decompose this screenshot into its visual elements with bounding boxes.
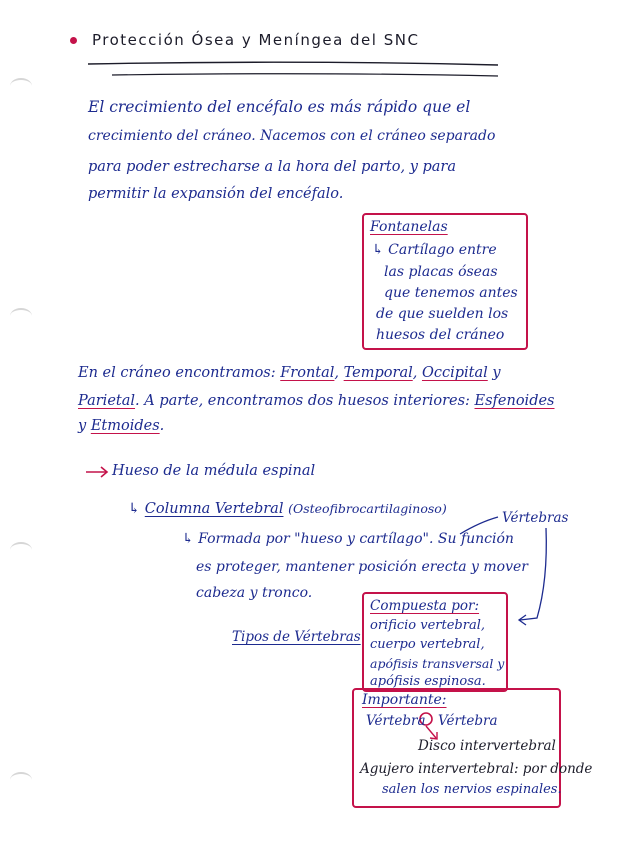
- bone-parietal: Parietal: [78, 393, 136, 409]
- cranium-end: .: [159, 418, 165, 434]
- page-title: Protección Ósea y Meníngea del SNC: [92, 31, 420, 49]
- conjunction: y: [78, 418, 87, 434]
- fontanelas-line: huesos del cráneo: [376, 327, 505, 343]
- cranium-line-1: En el cráneo encontramos: Frontal, Temporal, Occipital y: [78, 365, 501, 381]
- cranium-lead: En el cráneo encontramos:: [78, 365, 276, 381]
- fontanelas-line: de que suelden los: [376, 306, 509, 322]
- bone-occipital: Occipital: [421, 365, 488, 381]
- disco-label: Disco intervertebral: [418, 738, 556, 754]
- vertebras-label: Vértebras: [502, 510, 569, 526]
- compuesta-line: orificio vertebral,: [370, 618, 486, 633]
- intro-line: permitir la expansión del encéfalo.: [88, 186, 344, 202]
- agujero-line: salen los nervios espinales.: [382, 782, 562, 797]
- tipos-vertebras: Tipos de Vértebras: [232, 629, 361, 645]
- compuesta-line: cuerpo vertebral,: [370, 637, 485, 652]
- compuesta-line: apófisis transversal y: [370, 656, 505, 671]
- columna-title: Columna Vertebral: [144, 501, 284, 517]
- importante-heading: Importante:: [362, 692, 447, 708]
- compuesta-heading: Compuesta por:: [370, 598, 480, 614]
- bone-temporal: Temporal: [343, 365, 413, 381]
- medula-heading: Hueso de la médula espinal: [112, 463, 316, 479]
- agujero-line: Agujero intervertebral: por donde: [360, 761, 593, 777]
- intro-line: para poder estrecharse a la hora del parto, y para: [88, 159, 457, 175]
- cranium-line-2: [78, 392, 555, 410]
- formada-line: es proteger, mantener posición erecta y mover: [196, 559, 528, 575]
- intro-line: El crecimiento del encéfalo es más rápido que el: [88, 98, 471, 116]
- conjunction: y: [492, 365, 501, 381]
- fontanelas-heading: Fontanelas: [370, 219, 448, 235]
- fontanelas-line: ↳ Cartílago entre: [372, 242, 497, 258]
- cranium-line-3: [78, 417, 164, 435]
- intro-line: crecimiento del cráneo. Nacemos con el cráneo separado: [88, 128, 496, 144]
- formada-line: cabeza y tronco.: [196, 585, 313, 601]
- columna-note: (Osteofibrocartilaginoso): [288, 501, 447, 516]
- bone-esfenoides: Esfenoides: [474, 393, 555, 409]
- vertebra-right: Vértebra: [438, 713, 498, 729]
- compuesta-line: apófisis espinosa.: [370, 674, 486, 689]
- fontanelas-line: las placas óseas: [384, 264, 498, 280]
- bone-etmoides: Etmoides: [90, 418, 160, 434]
- formada-line: ↳ Formada por "hueso y cartílago". Su función: [182, 531, 514, 547]
- columna-line: ↳ Columna Vertebral (Osteofibrocartilaginoso): [128, 501, 447, 517]
- cranium-middle: . A parte, encontramos dos huesos interiores:: [135, 393, 470, 409]
- vertebra-left: Vértebra: [366, 713, 426, 729]
- bone-frontal: Frontal: [280, 365, 335, 381]
- fontanelas-line: que tenemos antes: [384, 285, 518, 301]
